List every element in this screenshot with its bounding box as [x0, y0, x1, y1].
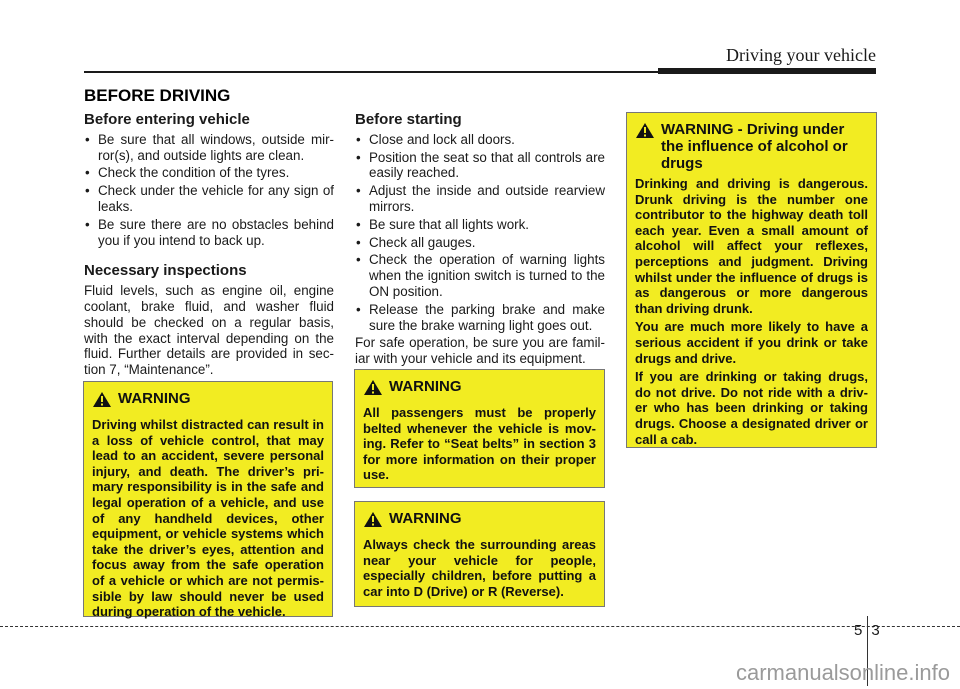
- middle-column: [355, 112, 605, 367]
- warning-paragraph: You are much more likely to have a serious accident if you drink or take drugs and drive.: [635, 319, 868, 366]
- entering-list: [84, 132, 334, 249]
- warning-alcohol-box: [626, 112, 877, 448]
- footer-rule: [0, 626, 960, 627]
- watermark: carmanualsonline.info: [735, 660, 950, 685]
- warning-subtitle: - Driving under the influence of alcohol or drugs: [661, 121, 848, 172]
- warning-body: Always check the surrounding areas near your vehicle for people, especially children, before putting a car into D (Drive) or R (Reverse).: [363, 537, 596, 599]
- starting-footer: For safe operation, be sure you are famil-iar with your vehicle and its equipment.: [355, 335, 605, 367]
- warning-body: [635, 176, 868, 447]
- section-title: BEFORE DRIVING: [84, 86, 231, 105]
- chapter-number: 5: [854, 622, 863, 639]
- list-item: • Be sure that all lights work.: [355, 217, 605, 233]
- list-item: • Be sure there are no obstacles behind you if you intend to back up.: [84, 217, 334, 249]
- header-rule-accent: [658, 68, 876, 74]
- warning-title: WARNING: [661, 121, 734, 138]
- list-item: • Release the parking brake and make sure the brake warning light goes out.: [355, 302, 605, 334]
- starting-list: [355, 132, 605, 334]
- warning-surroundings-box: [354, 501, 605, 607]
- inspections-text: Fluid levels, such as engine oil, engine coolant, brake fluid, and washer fluid should be checked on a regular basis, with the exact interval depending on the fluid. Further details are provided in sec-tion 7, “Maintenance”.: [84, 283, 334, 378]
- warning-triangle-icon: [635, 122, 661, 144]
- list-item: • Check all gauges.: [355, 235, 605, 251]
- list-item: • Close and lock all doors.: [355, 132, 605, 148]
- list-item: • Check the condition of the tyres.: [84, 165, 334, 181]
- warning-title: WARNING: [118, 390, 191, 407]
- list-item: • Check under the vehicle for any sign of leaks.: [84, 183, 334, 215]
- warning-triangle-icon: [363, 511, 389, 533]
- warning-title: WARNING: [389, 510, 462, 527]
- header-title: Driving your vehicle: [726, 45, 876, 65]
- warning-paragraph: If you are drinking or taking drugs, do not drive. Do not ride with a driv-er who has been drinking or taking drugs. Choose a designated driver or call a cab.: [635, 369, 868, 447]
- list-item: • Position the seat so that all controls are easily reached.: [355, 150, 605, 182]
- list-item: • Adjust the inside and outside rearview mirrors.: [355, 183, 605, 215]
- warning-distracted-box: [83, 381, 333, 620]
- warning-seatbelts-box: [354, 369, 605, 488]
- starting-heading: Before starting: [355, 111, 462, 128]
- page-number: [854, 622, 880, 639]
- inspections-heading: Necessary inspections: [84, 262, 247, 280]
- left-column: [84, 112, 334, 378]
- warning-paragraph: Drinking and driving is dangerous. Drunk driving is the number one contributor to the highway death toll each year. Even a small amount of alcohol will affect your reflexes, perceptions and judgment. Driving whilst under the influence of drugs is as dangerous or more dangerous than driving drunk.: [635, 176, 868, 316]
- warning-triangle-icon: [363, 379, 389, 401]
- warning-title: WARNING: [389, 378, 462, 395]
- list-item: • Be sure that all windows, outside mir-ror(s), and outside lights are clean.: [84, 132, 334, 164]
- warning-body: All passengers must be properly belted whenever the vehicle is mov-ing. Refer to “Seat belts” in section 3 for more information on their proper use.: [363, 405, 596, 483]
- list-item: • Check the operation of warning lights when the ignition switch is turned to the ON position.: [355, 252, 605, 299]
- warning-triangle-icon: [92, 391, 118, 413]
- page-index: 3: [871, 622, 880, 639]
- entering-heading: Before entering vehicle: [84, 111, 250, 128]
- warning-body: Driving whilst distracted can result in a loss of vehicle control, that may lead to an accident, severe personal injury, and death. The driver’s pri-mary responsibility is in the safe and legal operation of a vehicle, and use of any handheld devices, other equipment, or vehicle systems which take the driver’s eyes, attention and focus away from the safe operation of a vehicle or which are not permis-sible by law should never be used during operation of the vehicle.: [92, 417, 324, 620]
